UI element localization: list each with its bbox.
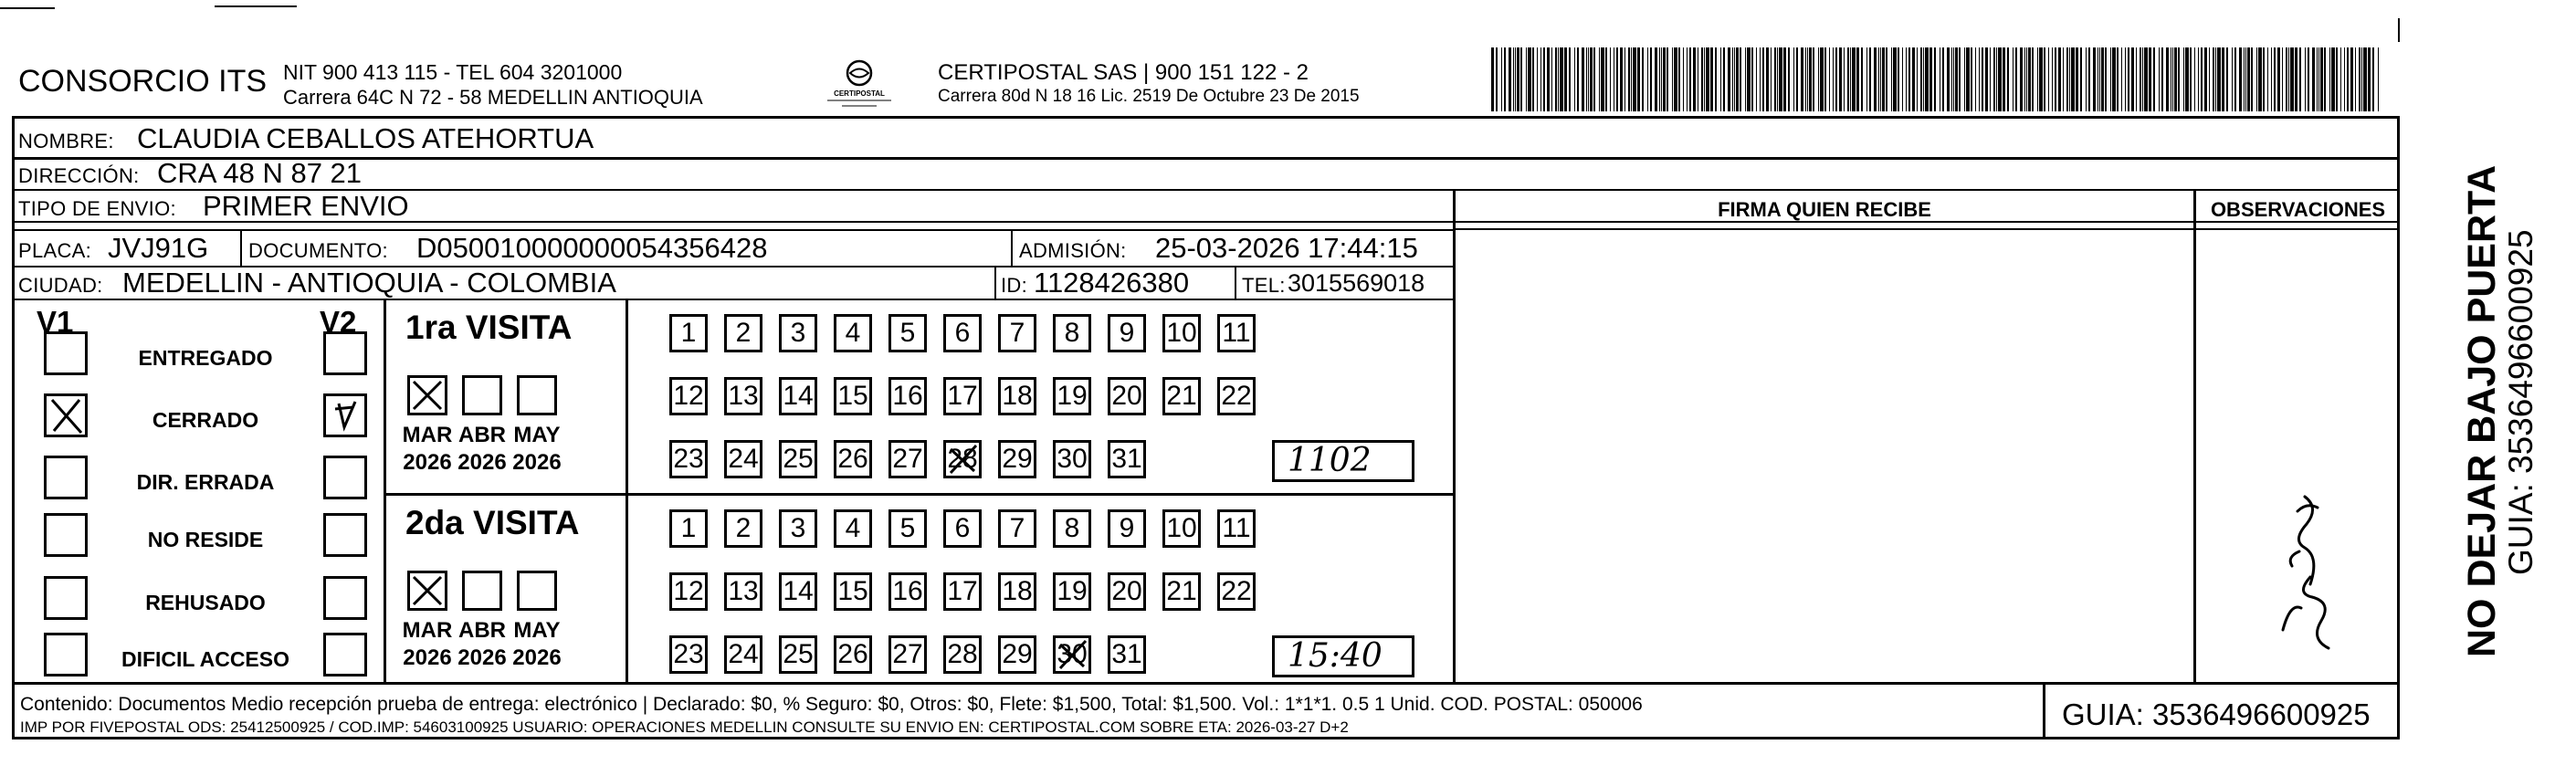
day-box[interactable]: [724, 314, 762, 352]
day-number: 9: [1119, 318, 1135, 348]
day-box[interactable]: [779, 314, 817, 352]
reason-label: DIFICIL ACCESO: [121, 647, 289, 671]
placa-value: JVJ91G: [108, 232, 209, 264]
documento-label: DOCUMENTO:: [248, 239, 388, 262]
ciudad-value: MEDELLIN - ANTIOQUIA - COLOMBIA: [122, 267, 616, 299]
day-box[interactable]: [998, 572, 1036, 611]
col-divider: [626, 300, 628, 682]
day-box[interactable]: [1053, 440, 1091, 478]
day-number: 12: [673, 381, 704, 411]
v2-checkbox[interactable]: [323, 393, 367, 437]
scan-mark: [2398, 18, 2400, 42]
visit-time-box[interactable]: [1272, 635, 1414, 677]
v2-label: V2: [320, 305, 357, 339]
month-year: 2026: [512, 450, 562, 475]
day-number: 10: [1166, 318, 1197, 348]
company-name: CONSORCIO ITS: [18, 64, 268, 99]
v1-label: V1: [37, 305, 74, 339]
month-year: 2026: [403, 450, 452, 475]
month-year: 2026: [403, 645, 452, 670]
day-number: 19: [1057, 381, 1088, 411]
day-box[interactable]: [669, 572, 708, 611]
day-box[interactable]: [998, 314, 1036, 352]
day-number: 17: [947, 576, 978, 606]
day-box[interactable]: [1053, 509, 1091, 548]
reason-label: ENTREGADO: [138, 346, 273, 370]
row-divider: [12, 682, 2400, 685]
day-box[interactable]: [779, 377, 817, 415]
day-number: 1: [680, 318, 697, 348]
visit-title: 1ra VISITA: [405, 309, 573, 346]
day-box[interactable]: [724, 377, 762, 415]
day-box[interactable]: [1162, 377, 1201, 415]
visit-title: 2da VISITA: [405, 504, 580, 541]
day-number: 23: [673, 444, 704, 474]
admision-label: ADMISIÓN:: [1019, 239, 1127, 262]
month-checkbox[interactable]: [407, 375, 447, 415]
day-number: 2: [735, 318, 752, 348]
nombre-value: CLAUDIA CEBALLOS ATEHORTUA: [137, 122, 594, 154]
day-box[interactable]: [724, 440, 762, 478]
day-number: 23: [673, 639, 704, 669]
v2-checkbox[interactable]: [323, 331, 367, 375]
footer-content: Contenido: Documentos Medio recepción prueba de entrega: electrónico | Declarado: $0, % Seguro: $0, Otros: $0, Flete: $1,500, Total: $1,500. Vol.: 1*1*1. 0.5 1 Unid. COD. POSTAL: 050006: [20, 694, 1643, 715]
check-mark-icon: [326, 396, 364, 435]
day-box[interactable]: [779, 635, 817, 674]
reason-label: CERRADO: [152, 408, 259, 432]
month-year: 2026: [512, 645, 562, 670]
month-label: MAR: [402, 618, 453, 643]
day-number: 29: [1002, 444, 1033, 474]
day-number: 29: [1002, 639, 1033, 669]
day-strike-icon: [1053, 635, 1091, 674]
day-number: 11: [1222, 513, 1251, 543]
day-box[interactable]: [1053, 572, 1091, 611]
day-box[interactable]: [1217, 377, 1256, 415]
admision-value: 25-03-2026 17:44:15: [1155, 232, 1418, 264]
nombre-label: NOMBRE:: [18, 130, 114, 152]
day-number: 22: [1221, 381, 1252, 411]
month-label: MAY: [513, 423, 561, 447]
day-box[interactable]: [1053, 314, 1091, 352]
day-box[interactable]: [724, 635, 762, 674]
day-number: 18: [1002, 381, 1033, 411]
carrier-address: Carrera 80d N 18 16 Lic. 2519 De Octubre 23 De 2015: [938, 87, 1360, 106]
day-number: 13: [728, 576, 759, 606]
day-box[interactable]: [834, 377, 872, 415]
day-number: 2: [735, 513, 752, 543]
day-number: 11: [1222, 318, 1251, 348]
v2-checkbox[interactable]: [323, 513, 367, 557]
day-number: 21: [1166, 381, 1197, 411]
day-box[interactable]: [998, 509, 1036, 548]
cell-divider: [994, 267, 996, 299]
day-box[interactable]: [1108, 314, 1146, 352]
direccion-value: CRA 48 N 87 21: [157, 157, 363, 189]
month-year: 2026: [457, 450, 507, 475]
v1-checkbox[interactable]: [44, 633, 88, 676]
day-number: 4: [845, 318, 861, 348]
v2-checkbox[interactable]: [323, 633, 367, 676]
scan-mark: [0, 7, 55, 9]
day-number: 3: [790, 513, 806, 543]
day-number: 24: [728, 444, 759, 474]
day-box[interactable]: [1108, 572, 1146, 611]
day-number: 14: [783, 576, 814, 606]
day-number: 26: [837, 639, 868, 669]
day-box[interactable]: [943, 635, 982, 674]
cell-divider: [1235, 267, 1236, 299]
day-number: 20: [1111, 381, 1142, 411]
check-x-icon: [410, 573, 445, 608]
footer-guia: GUIA: 3536496600925: [2062, 697, 2371, 731]
day-box[interactable]: [943, 377, 982, 415]
day-number: 19: [1057, 576, 1088, 606]
day-number: 16: [892, 576, 923, 606]
day-number: 21: [1166, 576, 1197, 606]
month-label: ABR: [458, 618, 506, 643]
col-divider: [2043, 684, 2045, 739]
row-divider: [386, 493, 1453, 496]
day-box[interactable]: [834, 572, 872, 611]
day-number: 25: [783, 444, 814, 474]
day-number: 6: [954, 318, 971, 348]
day-number: 4: [845, 513, 861, 543]
day-box[interactable]: [998, 440, 1036, 478]
placa-label: PLACA:: [18, 239, 92, 262]
v1-checkbox[interactable]: [44, 513, 88, 557]
row-divider: [1453, 228, 2400, 230]
day-box[interactable]: [724, 509, 762, 548]
month-year: 2026: [457, 645, 507, 670]
day-box[interactable]: [888, 440, 927, 478]
barcode-bars: [1491, 47, 2386, 111]
footer-print-info: IMP POR FIVEPOSTAL ODS: 25412500925 / COD.IMP: 54603100925 USUARIO: OPERACIONES MEDELLIN CONSULTE SU ENVIO EN: CERTIPOSTAL.COM SOBRE ETA: 2026-03-27 D+2: [20, 718, 1349, 736]
day-number: 31: [1111, 639, 1142, 669]
day-number: 3: [790, 318, 806, 348]
day-box[interactable]: [669, 314, 708, 352]
reason-label: NO RESIDE: [147, 528, 264, 551]
day-number: 8: [1064, 513, 1080, 543]
row-divider: [12, 229, 1453, 231]
carrier-name: CERTIPOSTAL SAS | 900 151 122 - 2: [938, 60, 1309, 85]
company-address: Carrera 64C N 72 - 58 MEDELLIN ANTIOQUIA: [283, 86, 703, 109]
day-number: 24: [728, 639, 759, 669]
day-box[interactable]: [724, 572, 762, 611]
day-box[interactable]: [669, 440, 708, 478]
cell-divider: [1011, 231, 1013, 266]
day-box[interactable]: [1217, 314, 1256, 352]
month-checkbox[interactable]: [462, 375, 502, 415]
col-divider: [2193, 191, 2196, 684]
month-checkbox[interactable]: [517, 571, 557, 611]
day-box[interactable]: [943, 509, 982, 548]
day-box[interactable]: [834, 635, 872, 674]
day-number: 28: [947, 444, 978, 474]
v1-checkbox[interactable]: [44, 393, 88, 437]
day-number: 30: [1057, 639, 1088, 669]
day-number: 16: [892, 381, 923, 411]
direccion-label: DIRECCIÓN:: [18, 164, 140, 187]
day-box[interactable]: [834, 440, 872, 478]
check-x-icon: [47, 396, 85, 435]
id-value: 1128426380: [1034, 267, 1190, 299]
v2-checkbox[interactable]: [323, 576, 367, 620]
day-box[interactable]: [779, 440, 817, 478]
day-box[interactable]: [888, 377, 927, 415]
day-box[interactable]: [1053, 377, 1091, 415]
row-divider: [12, 157, 2400, 160]
col-divider: [1453, 191, 1456, 684]
scan-mark: [215, 5, 297, 7]
col-divider: [384, 300, 386, 682]
tel-value: 3015569018: [1288, 269, 1425, 297]
day-box[interactable]: [1053, 635, 1091, 674]
ciudad-label: CIUDAD:: [18, 274, 103, 297]
day-number: 5: [899, 318, 916, 348]
day-box[interactable]: [1217, 572, 1256, 611]
receiver-signature: [2255, 475, 2356, 657]
day-box[interactable]: [1162, 509, 1201, 548]
day-box[interactable]: [943, 572, 982, 611]
tipo-envio-value: PRIMER ENVIO: [203, 190, 409, 222]
day-box[interactable]: [888, 314, 927, 352]
postal-emblem-icon: [820, 58, 899, 110]
month-label: ABR: [458, 423, 506, 447]
day-box[interactable]: [669, 377, 708, 415]
day-number: 28: [947, 639, 978, 669]
month-checkbox[interactable]: [407, 571, 447, 611]
day-box[interactable]: [834, 509, 872, 548]
day-box[interactable]: [834, 314, 872, 352]
tel-label: TEL:: [1242, 274, 1286, 297]
month-label: MAR: [402, 423, 453, 447]
day-number: 6: [954, 513, 971, 543]
day-number: 18: [1002, 576, 1033, 606]
month-checkbox[interactable]: [462, 571, 502, 611]
documento-value: D050010000000054356428: [416, 232, 768, 264]
id-label: ID:: [1001, 274, 1028, 297]
day-number: 12: [673, 576, 704, 606]
day-number: 5: [899, 513, 916, 543]
day-box[interactable]: [1108, 635, 1146, 674]
day-box[interactable]: [943, 440, 982, 478]
side-guia: GUIA: 3536496600925: [2502, 229, 2539, 575]
day-number: 10: [1166, 513, 1197, 543]
tipo-envio-label: TIPO DE ENVIO:: [18, 197, 176, 220]
day-box[interactable]: [779, 509, 817, 548]
day-number: 26: [837, 444, 868, 474]
day-number: 31: [1111, 444, 1142, 474]
day-box[interactable]: [669, 635, 708, 674]
day-strike-icon: [943, 440, 982, 478]
day-number: 1: [680, 513, 697, 543]
day-box[interactable]: [888, 635, 927, 674]
no-dejar-bajo-puerta: NO DEJAR BAJO PUERTA: [2460, 164, 2504, 657]
company-nit: NIT 900 413 115 - TEL 604 3201000: [283, 60, 623, 84]
day-box[interactable]: [1108, 377, 1146, 415]
cell-divider: [240, 231, 242, 266]
visit-time-box[interactable]: [1272, 440, 1414, 482]
day-number: 25: [783, 639, 814, 669]
v1-checkbox[interactable]: [44, 331, 88, 375]
day-number: 7: [1009, 513, 1025, 543]
month-checkbox[interactable]: [517, 375, 557, 415]
day-number: 20: [1111, 576, 1142, 606]
certipostal-logo: [820, 58, 899, 110]
reason-label: REHUSADO: [145, 591, 266, 614]
observaciones-header: OBSERVACIONES: [2210, 198, 2386, 221]
day-number: 22: [1221, 576, 1252, 606]
day-box[interactable]: [1108, 440, 1146, 478]
day-number: 15: [837, 576, 868, 606]
barcode: [1491, 47, 2386, 111]
day-number: 8: [1064, 318, 1080, 348]
day-number: 30: [1057, 444, 1088, 474]
day-number: 27: [892, 444, 923, 474]
day-box[interactable]: [1217, 509, 1256, 548]
reason-label: DIR. ERRADA: [136, 470, 275, 494]
day-number: 27: [892, 639, 923, 669]
visit-time: 15:40: [1288, 637, 1383, 675]
day-number: 17: [947, 381, 978, 411]
day-box[interactable]: [1162, 572, 1201, 611]
month-label: MAY: [513, 618, 561, 643]
day-box[interactable]: [779, 572, 817, 611]
logo-caption: CERTIPOSTAL: [834, 89, 885, 98]
day-box[interactable]: [888, 509, 927, 548]
day-number: 7: [1009, 318, 1025, 348]
day-box[interactable]: [998, 377, 1036, 415]
day-box[interactable]: [1108, 509, 1146, 548]
day-box[interactable]: [998, 635, 1036, 674]
visit-time: 1102: [1288, 442, 1372, 479]
firma-header: FIRMA QUIEN RECIBE: [1718, 198, 1931, 221]
day-number: 15: [837, 381, 868, 411]
v1-checkbox[interactable]: [44, 576, 88, 620]
day-number: 9: [1119, 513, 1135, 543]
day-number: 13: [728, 381, 759, 411]
day-box[interactable]: [888, 572, 927, 611]
v1-checkbox[interactable]: [44, 456, 88, 499]
check-x-icon: [410, 378, 445, 413]
day-box[interactable]: [1162, 314, 1201, 352]
day-box[interactable]: [943, 314, 982, 352]
v2-checkbox[interactable]: [323, 456, 367, 499]
day-number: 14: [783, 381, 814, 411]
day-box[interactable]: [669, 509, 708, 548]
